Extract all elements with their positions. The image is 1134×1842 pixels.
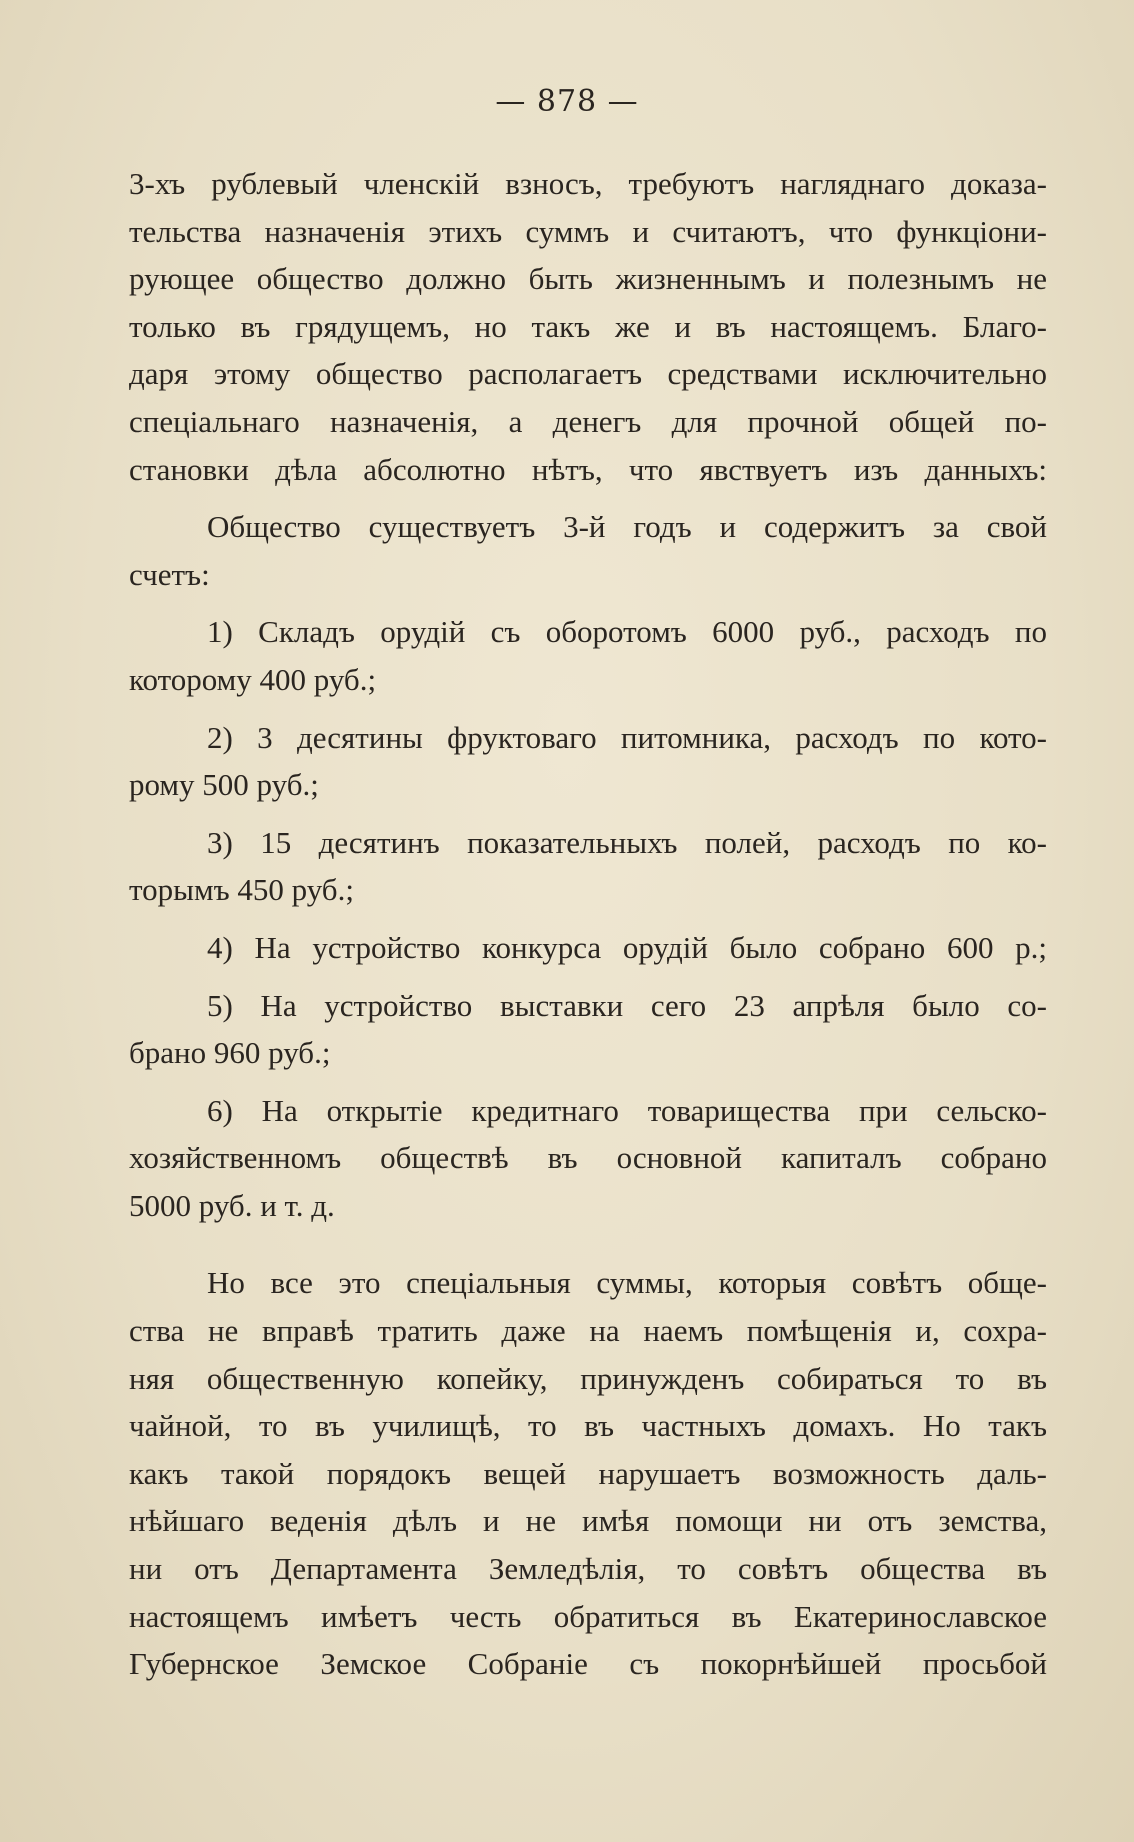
text-line: настоящемъ имѣетъ честь обратиться въ Екатеринославское bbox=[129, 1598, 1047, 1634]
text-line: торымъ 450 руб.; bbox=[129, 872, 354, 908]
list-item bbox=[129, 608, 1047, 703]
list-item bbox=[129, 819, 1047, 914]
list-item bbox=[129, 1087, 1047, 1230]
text-line: 6) На открытіе кредитнаго товарищества при сельско- bbox=[207, 1092, 1047, 1128]
page-number: — 878 — bbox=[495, 84, 639, 119]
text-line: счетъ: bbox=[129, 556, 210, 592]
body-text bbox=[129, 160, 1047, 1688]
text-line: нѣйшаго веденія дѣлъ и не имѣя помощи ни отъ земства, bbox=[129, 1503, 1047, 1539]
text-line: хозяйственномъ обществѣ въ основной капиталъ собрано bbox=[129, 1140, 1047, 1176]
list-item bbox=[129, 714, 1047, 809]
paragraph bbox=[129, 503, 1047, 598]
text-line: няя общественную копейку, принужденъ собираться то въ bbox=[129, 1360, 1047, 1396]
text-line: ства не вправѣ тратить даже на наемъ помѣщенія и, сохра- bbox=[129, 1313, 1047, 1349]
text-line: 3) 15 десятинъ показательныхъ полей, расходъ по ко- bbox=[207, 824, 1047, 860]
text-line: Общество существуетъ 3-й годъ и содержитъ за свой bbox=[207, 509, 1047, 545]
text-line: даря этому общество располагаетъ средствами исключительно bbox=[129, 356, 1047, 392]
list-item bbox=[129, 982, 1047, 1077]
text-line: тельства назначенія этихъ суммъ и считаютъ, что функціони- bbox=[129, 213, 1047, 249]
text-line: только въ грядущемъ, но такъ же и въ настоящемъ. Благо- bbox=[129, 308, 1047, 344]
text-line: ни отъ Департамента Земледѣлія, то совѣтъ общества въ bbox=[129, 1551, 1047, 1587]
text-line: 4) На устройство конкурса орудій было собрано 600 р.; bbox=[207, 929, 1047, 965]
text-line: брано 960 руб.; bbox=[129, 1035, 331, 1071]
text-line: Но все это спеціальныя суммы, которыя совѣтъ обще- bbox=[207, 1265, 1047, 1301]
text-line: 5) На устройство выставки сего 23 апрѣля было со- bbox=[207, 987, 1047, 1023]
text-line: Губернское Земское Собраніе съ покорнѣйшей просьбой bbox=[129, 1646, 1047, 1682]
text-line: 2) 3 десятины фруктоваго питомника, расходъ по кото- bbox=[207, 719, 1047, 755]
text-line: какъ такой порядокъ вещей нарушаетъ возможность даль- bbox=[129, 1455, 1047, 1491]
text-line: 1) Складъ орудій съ оборотомъ 6000 руб., расходъ по bbox=[207, 614, 1047, 650]
list-item bbox=[129, 924, 1047, 972]
text-line: которому 400 руб.; bbox=[129, 661, 377, 697]
text-line: чайной, то въ училищѣ, то въ частныхъ домахъ. Но такъ bbox=[129, 1408, 1047, 1444]
text-line: спеціальнаго назначенія, а денегъ для прочной общей по- bbox=[129, 403, 1047, 439]
text-line: 3-хъ рублевый членскій взносъ, требуютъ нагляднаго доказа- bbox=[129, 166, 1047, 201]
text-line: 5000 руб. и т. д. bbox=[129, 1187, 335, 1223]
text-line: становки дѣла абсолютно нѣтъ, что явствуетъ изъ данныхъ: bbox=[129, 451, 1047, 487]
text-line: рующее общество должно быть жизненнымъ и полезнымъ не bbox=[129, 261, 1047, 297]
paragraph bbox=[129, 160, 1047, 493]
text-line: рому 500 руб.; bbox=[129, 767, 319, 803]
paragraph bbox=[129, 1259, 1047, 1687]
